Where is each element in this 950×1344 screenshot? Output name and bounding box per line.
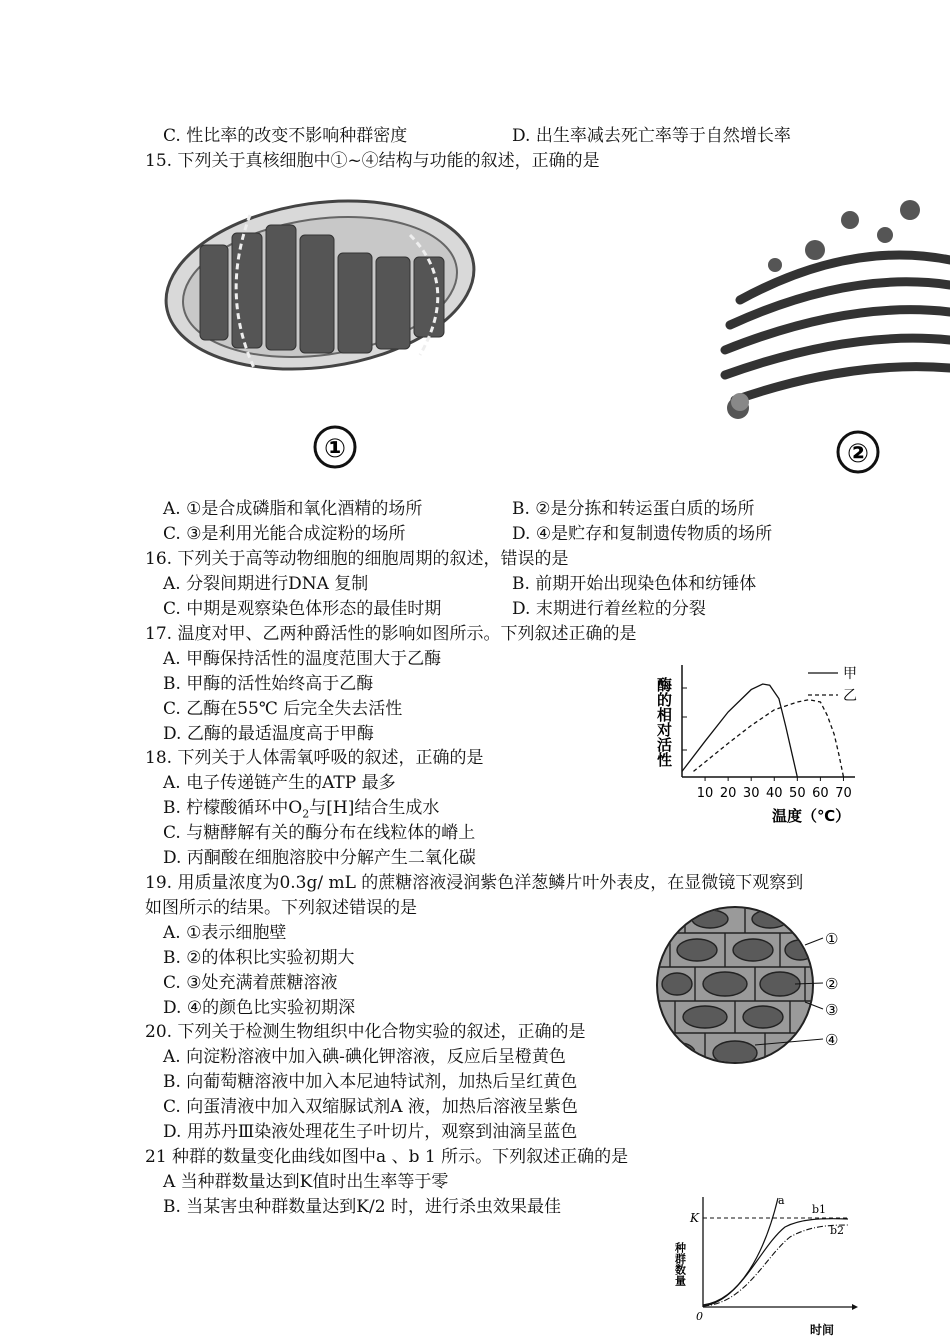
enzyme-x-axis-label: 温度（℃） bbox=[772, 807, 851, 825]
q16-option-a: A. 分裂间期进行DNA 复制 bbox=[163, 574, 369, 594]
q16-stem: 16. 下列关于高等动物细胞的细胞周期的叙述，错误的是 bbox=[145, 549, 569, 569]
q20-option-c: C. 向蛋清液中加入双缩脲试剂A 液，加热后溶液呈紫色 bbox=[163, 1097, 578, 1117]
enzyme-jia-line bbox=[682, 684, 797, 777]
enzyme-x-tick-label: 50 bbox=[789, 786, 806, 801]
q17-stem: 17. 温度对甲、乙两种爵活性的影响如图所示。下列叙述正确的是 bbox=[145, 624, 637, 644]
cell-label-4: ④ bbox=[825, 1031, 839, 1049]
cell-label-2: ② bbox=[825, 975, 839, 993]
onion-cells-micrograph bbox=[655, 905, 855, 1075]
q19-option-a: A. ①表示细胞壁 bbox=[163, 923, 287, 943]
q20-option-a: A. 向淀粉溶液中加入碘-碘化钾溶液，反应后呈橙黄色 bbox=[163, 1047, 566, 1067]
q21-stem: 21 种群的数量变化曲线如图中a 、b 1 所示。下列叙述正确的是 bbox=[145, 1147, 629, 1167]
figure-label-2: ② bbox=[846, 439, 870, 469]
q16-option-b: B. 前期开始出现染色体和纺锤体 bbox=[512, 574, 757, 594]
q19-option-d: D. ④的颜色比实验初期深 bbox=[163, 998, 356, 1018]
q15-option-c: C. ③是利用光能合成淀粉的场所 bbox=[163, 524, 406, 544]
enzyme-x-tick-label: 40 bbox=[765, 786, 783, 801]
origin-label: 0 bbox=[696, 1310, 703, 1323]
q15-option-b: B. ②是分拣和转运蛋白质的场所 bbox=[512, 499, 755, 519]
legend-yi-label: 乙 bbox=[843, 688, 857, 704]
enzyme-y-axis-label: 酶的相对活性 bbox=[655, 677, 673, 767]
q17-option-a: A. 甲酶保持活性的温度范围大于乙酶 bbox=[163, 649, 442, 669]
q21-option-b: B. 当某害虫种群数量达到K/2 时，进行杀虫效果最佳 bbox=[163, 1197, 561, 1217]
q16-option-c: C. 中期是观察染色体形态的最佳时期 bbox=[163, 599, 442, 619]
k-label: K bbox=[690, 1211, 699, 1225]
q14-option-d: D. 出生率减去死亡率等于自然增长率 bbox=[512, 126, 791, 146]
cell-label-3: ③ bbox=[825, 1001, 839, 1019]
cell-label-1: ① bbox=[825, 930, 839, 948]
q18-stem: 18. 下列关于人体需氧呼吸的叙述，正确的是 bbox=[145, 748, 484, 768]
q15-stem: 15. 下列关于真核细胞中①~④结构与功能的叙述，正确的是 bbox=[145, 151, 600, 171]
enzyme-x-tick-label: 10 bbox=[696, 786, 714, 801]
q17-option-c: C. 乙酶在55℃ 后完全失去活性 bbox=[163, 699, 403, 719]
figure-label-1: ① bbox=[323, 434, 347, 464]
curve-a-label: a bbox=[778, 1194, 785, 1207]
curve-b1 bbox=[703, 1219, 848, 1306]
curve-b1-label: b1 bbox=[812, 1203, 827, 1216]
x-axis-arrow-icon bbox=[852, 1304, 858, 1310]
q18-option-a: A. 电子传递链产生的ATP 最多 bbox=[163, 773, 396, 793]
q20-option-b: B. 向葡萄糖溶液中加入本尼迪特试剂，加热后呈红黄色 bbox=[163, 1072, 578, 1092]
q18-option-d: D. 丙酮酸在细胞溶胶中分解产生二氧化碳 bbox=[163, 848, 476, 868]
q19-stem-line2: 如图所示的结果。下列叙述错误的是 bbox=[145, 898, 417, 918]
q17-option-b: B. 甲酶的活性始终高于乙酶 bbox=[163, 674, 374, 694]
enzyme-x-tick-label: 60 bbox=[812, 786, 829, 801]
mitochondrion-figure bbox=[160, 195, 510, 485]
enzyme-activity-chart bbox=[650, 655, 870, 830]
q20-stem: 20. 下列关于检测生物组织中化合物实验的叙述，正确的是 bbox=[145, 1022, 586, 1042]
population-growth-chart bbox=[670, 1192, 860, 1342]
enzyme-x-tick-label: 20 bbox=[719, 786, 737, 801]
q19-stem-line1: 19. 用质量浓度为0.3g/ mL 的蔗糖溶液浸润紫色洋葱鳞片叶外表皮，在显微镜下观察到 bbox=[145, 873, 804, 893]
q19-option-b: B. ②的体积比实验初期大 bbox=[163, 948, 355, 968]
q15-option-d: D. ④是贮存和复制遗传物质的场所 bbox=[512, 524, 773, 544]
q14-option-c: C. 性比率的改变不影响种群密度 bbox=[163, 126, 408, 146]
population-y-axis-label: 种群数量 bbox=[673, 1242, 687, 1286]
q20-option-d: D. 用苏丹Ⅲ染液处理花生子叶切片，观察到油滴呈蓝色 bbox=[163, 1122, 578, 1142]
q19-option-c: C. ③处充满着蔗糖溶液 bbox=[163, 973, 338, 993]
curve-b2-label: b2 bbox=[830, 1224, 845, 1237]
enzyme-x-tick-label: 30 bbox=[742, 786, 760, 801]
golgi-figure bbox=[700, 180, 950, 490]
q17-option-d: D. 乙酶的最适温度高于甲酶 bbox=[163, 724, 374, 744]
q18-option-b: B. 柠檬酸循环中$O_2$与[H]结合生成水 bbox=[163, 798, 440, 821]
q21-option-a: A 当种群数量达到K值时出生率等于零 bbox=[163, 1172, 449, 1192]
q15-option-a: A. ①是合成磷脂和氧化酒精的场所 bbox=[163, 499, 423, 519]
q16-option-d: D. 末期进行着丝粒的分裂 bbox=[512, 599, 706, 619]
enzyme-yi-line bbox=[694, 700, 844, 777]
enzyme-x-tick-label: 70 bbox=[835, 786, 852, 801]
legend-jia-label: 甲 bbox=[843, 666, 857, 682]
population-x-axis-label: 时间 bbox=[810, 1323, 835, 1337]
q18-option-c: C. 与糖酵解有关的酶分布在线粒体的嵴上 bbox=[163, 823, 476, 843]
curve-a bbox=[703, 1198, 778, 1305]
